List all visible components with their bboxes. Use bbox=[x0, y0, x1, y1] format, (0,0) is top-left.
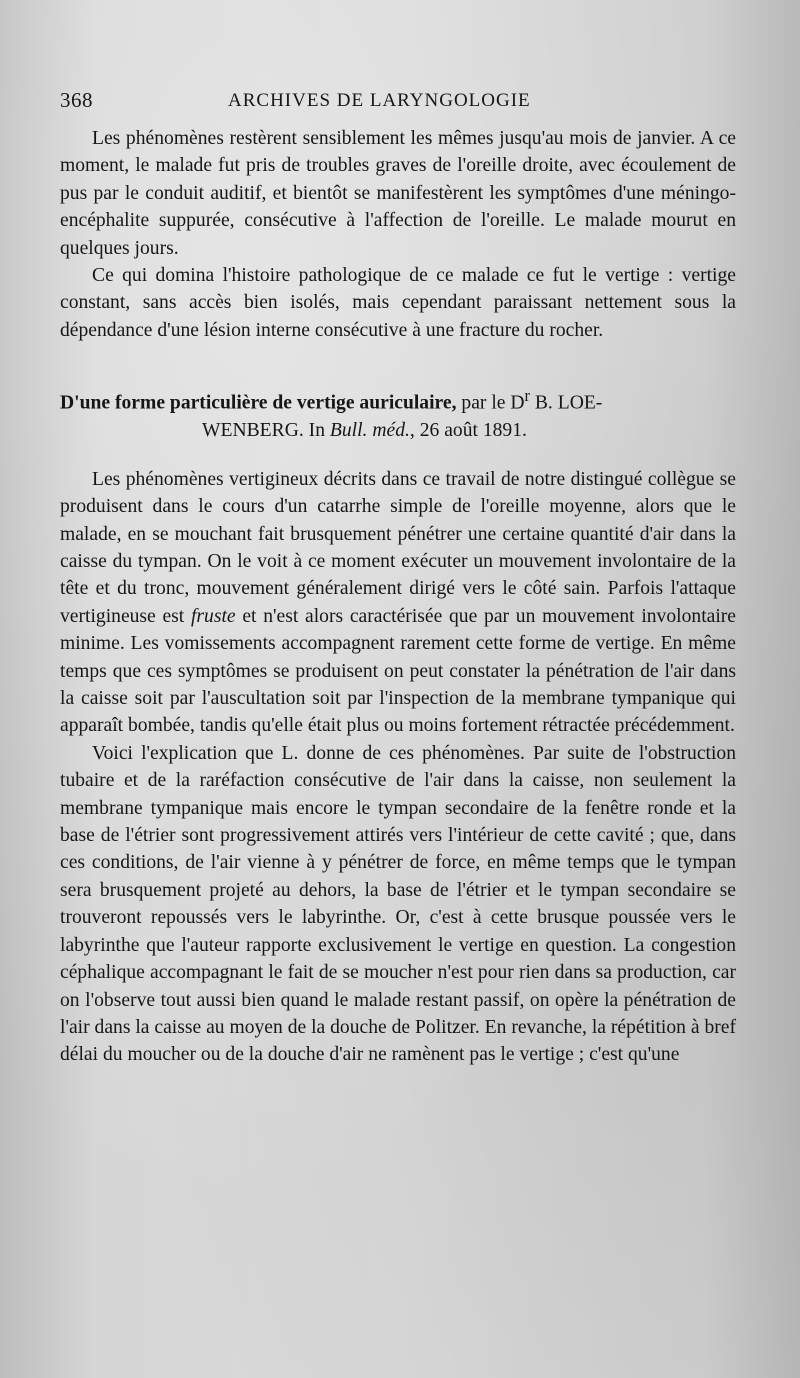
page-header bbox=[60, 88, 740, 114]
paragraph-3 bbox=[60, 466, 736, 740]
article-author-prefix: par le D bbox=[461, 392, 525, 414]
article-author-name-b: OE- bbox=[569, 392, 603, 414]
article-title: D'une forme particulière de vertige auriculaire, bbox=[60, 392, 457, 414]
article-journal: Bull. méd. bbox=[329, 419, 410, 441]
article-heading bbox=[60, 382, 736, 444]
running-head: ARCHIVES DE LARYNGOLOGIE bbox=[228, 90, 531, 111]
article-source-prefix: . In bbox=[298, 419, 330, 441]
article-author-name-a: B. L bbox=[529, 392, 570, 414]
paragraph-3-part-b: et n'est alors caractérisée que par un mouvement involontaire minime. Les vomissements accompagnent rarement cette forme de vertige. En même temps que ces symptômes se produisent on peut constater la pénétration de l'air dans la caisse soit par l'auscultation soit par l'inspection de la membrane tympanique qui apparaît bombée, tandis qu'elle était plus ou moins fortement rétractée précédemment. bbox=[60, 605, 736, 737]
paragraph-2: Ce qui domina l'histoire pathologique de ce malade ce fut le vertige : vertige constant, sans accès bien isolés, mais cependant paraissant nettement sous la dépendance d'une lésion interne consécutive à une fracture du rocher. bbox=[60, 265, 736, 341]
paragraph-3-emphasis: fruste bbox=[190, 605, 236, 627]
article-source-line bbox=[60, 417, 736, 444]
page-number: 368 bbox=[60, 88, 93, 112]
article-author-sup: r bbox=[524, 386, 530, 406]
paragraph-3-part-a: Les phénomènes vertigineux décrits dans ce travail de notre distingué collègue se produisent dans le cours d'un catarrhe simple de l'oreille moyenne, alors que le malade, en se mouchant fait brusquement pénétrer une certaine quantité d'air dans la caisse du tympan. On le voit à ce moment exécuter un mouvement involontaire de la tête et du tronc, mouvement généralement dirigé vers le côté sain. Parfois l'attaque vertigineuse est bbox=[60, 468, 736, 627]
article-date: , 26 août 1891. bbox=[409, 419, 527, 441]
article-author-name-c: WENBERG bbox=[202, 419, 299, 441]
page-body bbox=[60, 125, 736, 1069]
paragraph-1: Les phénomènes restèrent sensiblement les mêmes jusqu'au mois de janvier. A ce moment, le malade fut pris de troubles graves de l'oreille droite, avec écoulement de pus par le conduit auditif, et bientôt se manifestèrent les symptômes d'une méningo-encéphalite suppurée, consécutive à l'affection de l'oreille. Le malade mourut en quelques jours. bbox=[60, 128, 736, 259]
paragraph-4: Voici l'explication que L. donne de ces phénomènes. Par suite de l'obstruction tubaire et de la raréfaction consécutive de l'air dans la caisse, non seulement la membrane tympanique mais encore le tympan secondaire de la fenêtre ronde et la base de l'étrier sont progressivement attirés vers l'intérieur de cette cavité ; que, dans ces conditions, de l'air vienne à y pénétrer de force, en même temps que le tympan sera brusquement projeté au dehors, la base de l'étrier et le tympan secondaire se trouveront repoussés vers le labyrinthe. Or, c'est à cette brusque poussée vers le labyrinthe que l'auteur rapporte exclusivement le vertige en question. La congestion céphalique accompagnant le fait de se moucher n'est pour rien dans sa production, car on l'observe tout aussi bien quand le malade restant passif, on opère la pénétration de l'air dans la caisse au moyen de la douche de Politzer. En revanche, la répétition à bref délai du moucher ou de la douche d'air ne ramènent pas le vertige ; c'est qu'une bbox=[60, 742, 736, 1066]
